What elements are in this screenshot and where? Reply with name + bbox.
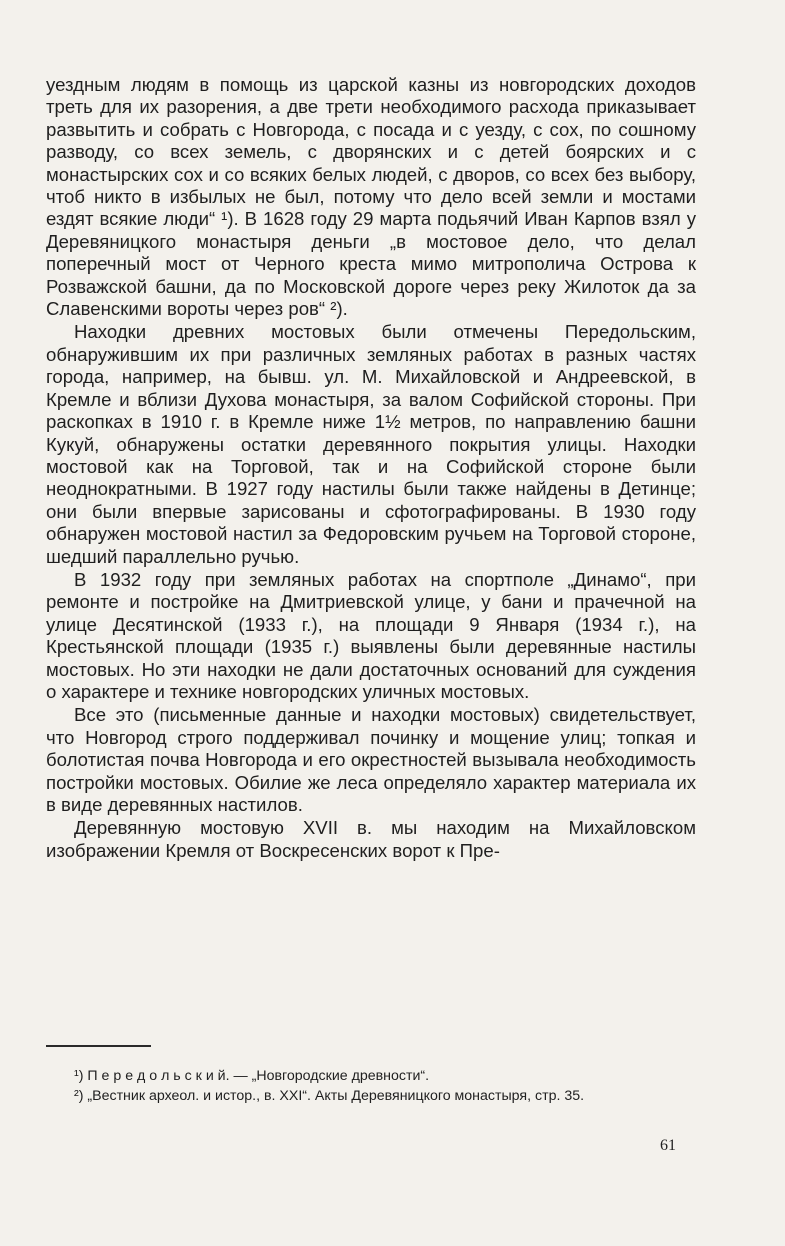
footnote-2: ²) „Вестник археол. и истор., в. XXI“. Акты Деревяницкого монастыря, стр. 35. <box>74 1088 585 1104</box>
page-number: 61 <box>660 1137 676 1154</box>
main-text <box>46 74 696 863</box>
paragraph-3: В 1932 году при земляных работах на спортполе „Динамо“, при ремонте и постройке на Дмитриевской улице, у бани и прачечной на улице Десятинской (1933 г.), на площади 9 Января (1934 г.), на Крестьянской площади (1935 г.) выявлены были деревянные настилы мостовых. Но эти находки не дали достаточных оснований для суждения о характере и технике новгородских уличных мостовых. <box>46 568 696 702</box>
paragraph-1: уездным людям в помощь из царской казны из новгородских доходов треть для их разорения, а две трети необходимого расхода приказывает развытить и собрать с Новгорода, с посада и с уезду, с сох, по сошному разводу, со всех земель, с дворянских и с детей боярских и с монастырских сох и со всяких белых людей, с дворов, со всех без выбору, чтоб никто в избылых не был, потому что дело всей земли и мостами ездят всякие люди“ ¹). В 1628 году 29 марта подьячий Иван Карпов взял у Деревяницкого монастыря деньги „в мостовое дело, что делал поперечный мост от Черного креста мимо митрополича Острова к Розважской башни, да по Московской дороге через реку Жилоток да за Славенскими вороты через ров“ ²). <box>46 74 696 320</box>
paragraph-5: Деревянную мостовую XVII в. мы находим на Михайловском изображении Кремля от Воскресенских ворот к Пре- <box>46 817 696 861</box>
footnote-divider <box>46 1045 151 1047</box>
footnotes <box>46 1066 696 1106</box>
paragraph-4: Все это (письменные данные и находки мостовых) свидетельствует, что Новгород строго поддерживал починку и мощение улиц; топкая и болотистая почва Новгорода и его окрестностей вызывала необходимость постройки мостовых. Обилие же леса определяло характер материала их в виде деревянных настилов. <box>46 704 696 815</box>
footnote-1: ¹) П е р е д о л ь с к и й. — „Новгородские древности“. <box>74 1068 430 1084</box>
paragraph-2: Находки древних мостовых были отмечены Передольским, обнаружившим их при различных земляных работах в разных частях города, например, на бывш. ул. М. Михайловской и Андреевской, в Кремле и вблизи Духова монастыря, за валом Софийской стороны. При раскопках в 1910 г. в Кремле ниже 1½ метров, по направлению башни Кукуй, обнаружены остатки деревянного покрытия улицы. Находки мостовой как на Торговой, так и на Софийской стороне были неоднократными. В 1927 году настилы были также найдены в Детинце; они были впервые зарисованы и сфотографированы. В 1930 году обнаружен мостовой настил за Федоровским ручьем на Торговой стороне, шедший параллельно ручью. <box>46 321 696 567</box>
